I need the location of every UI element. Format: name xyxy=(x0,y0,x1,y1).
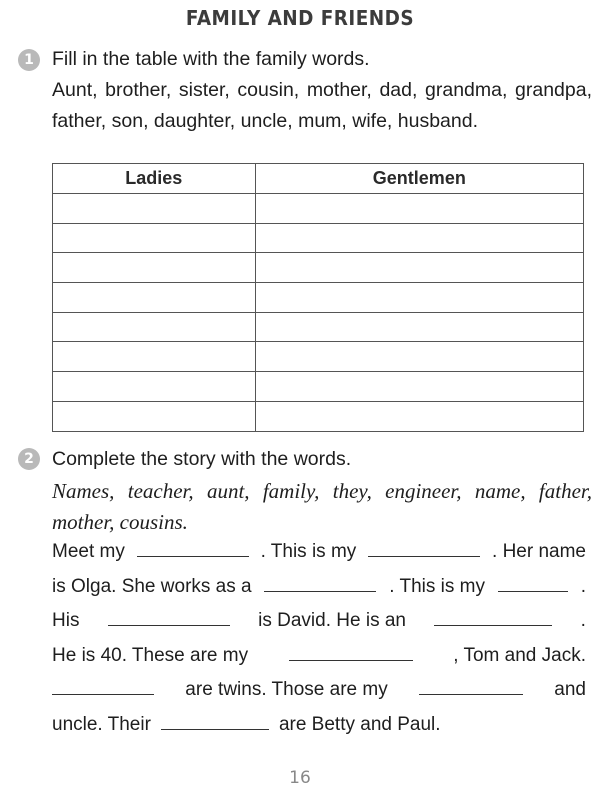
ladies-column-header: Ladies xyxy=(53,164,256,194)
exercise-1-number-badge: 1 xyxy=(18,49,40,71)
gentlemen-cell[interactable] xyxy=(255,194,583,224)
answer-blank[interactable] xyxy=(289,660,413,661)
ladies-cell[interactable] xyxy=(53,312,256,342)
answer-blank[interactable] xyxy=(434,625,552,626)
gentlemen-cell[interactable] xyxy=(255,223,583,253)
exercise-1-word-list: Aunt, brother, sister, cousin, mother, dad, grandma, grandpa, father, son, daughter, uncle, mum, wife, husband. xyxy=(52,79,592,132)
ladies-cell[interactable] xyxy=(53,372,256,402)
table-row xyxy=(53,283,584,313)
ladies-cell[interactable] xyxy=(53,253,256,283)
story-text-segment: . xyxy=(580,575,586,597)
gentlemen-cell[interactable] xyxy=(255,253,583,283)
ladies-cell[interactable] xyxy=(53,223,256,253)
answer-blank[interactable] xyxy=(137,556,249,557)
gentlemen-column-header: Gentlemen xyxy=(255,164,583,194)
story-text-segment: is David. He is an xyxy=(258,610,406,631)
story-line xyxy=(52,645,586,680)
page-title: FAMILY AND FRIENDS xyxy=(185,6,415,30)
exercise-1-instruction: Fill in the table with the family words. xyxy=(52,48,370,70)
story-text-segment: . This is my xyxy=(260,541,357,562)
answer-blank[interactable] xyxy=(108,625,230,626)
gentlemen-cell[interactable] xyxy=(255,312,583,342)
table-row xyxy=(53,342,584,372)
ladies-cell[interactable] xyxy=(53,401,256,431)
story-text-segment: , Tom and Jack. xyxy=(453,644,586,666)
page-number: 16 xyxy=(289,768,311,788)
answer-blank[interactable] xyxy=(52,694,154,695)
story-line xyxy=(52,541,586,576)
story-text-segment: uncle. Their xyxy=(52,713,151,735)
table-row xyxy=(53,253,584,283)
story-text-segment: . xyxy=(580,610,586,631)
answer-blank[interactable] xyxy=(264,591,376,592)
story-text-segment: are Betty and Paul. xyxy=(278,713,441,735)
story-text-segment: Meet my xyxy=(52,541,125,562)
table-row xyxy=(53,223,584,253)
table-row xyxy=(53,312,584,342)
story-text-segment: . Her name xyxy=(492,541,586,562)
answer-blank[interactable] xyxy=(498,591,568,592)
gentlemen-cell[interactable] xyxy=(255,372,583,402)
gentlemen-cell[interactable] xyxy=(255,401,583,431)
answer-blank[interactable] xyxy=(368,556,480,557)
exercise-2-number-badge: 2 xyxy=(18,448,40,470)
story-line xyxy=(52,610,586,645)
story-line xyxy=(52,576,586,611)
exercise-2-instruction: Complete the story with the words. xyxy=(52,448,352,470)
family-words-table xyxy=(52,163,584,432)
ladies-cell[interactable] xyxy=(53,194,256,224)
story-text-segment: His xyxy=(52,610,80,631)
exercise-2-word-list: Names, teacher, aunt, family, they, engineer, name, father, mother, cousins. xyxy=(52,479,592,534)
table-row xyxy=(53,401,584,431)
table-row xyxy=(53,194,584,224)
answer-blank[interactable] xyxy=(161,729,269,730)
story-line xyxy=(52,679,586,714)
gentlemen-cell[interactable] xyxy=(255,283,583,313)
story-text-segment: and xyxy=(554,679,586,700)
story-text xyxy=(52,541,586,748)
story-text-segment: are twins. Those are my xyxy=(185,679,388,700)
table-row xyxy=(53,372,584,402)
ladies-cell[interactable] xyxy=(53,283,256,313)
gentlemen-cell[interactable] xyxy=(255,342,583,372)
ladies-cell[interactable] xyxy=(53,342,256,372)
story-line xyxy=(52,714,586,749)
story-text-segment: He is 40. These are my xyxy=(52,644,249,666)
story-text-segment: is Olga. She works as a xyxy=(52,575,252,597)
story-text-segment: . This is my xyxy=(389,575,485,597)
answer-blank[interactable] xyxy=(419,694,523,695)
